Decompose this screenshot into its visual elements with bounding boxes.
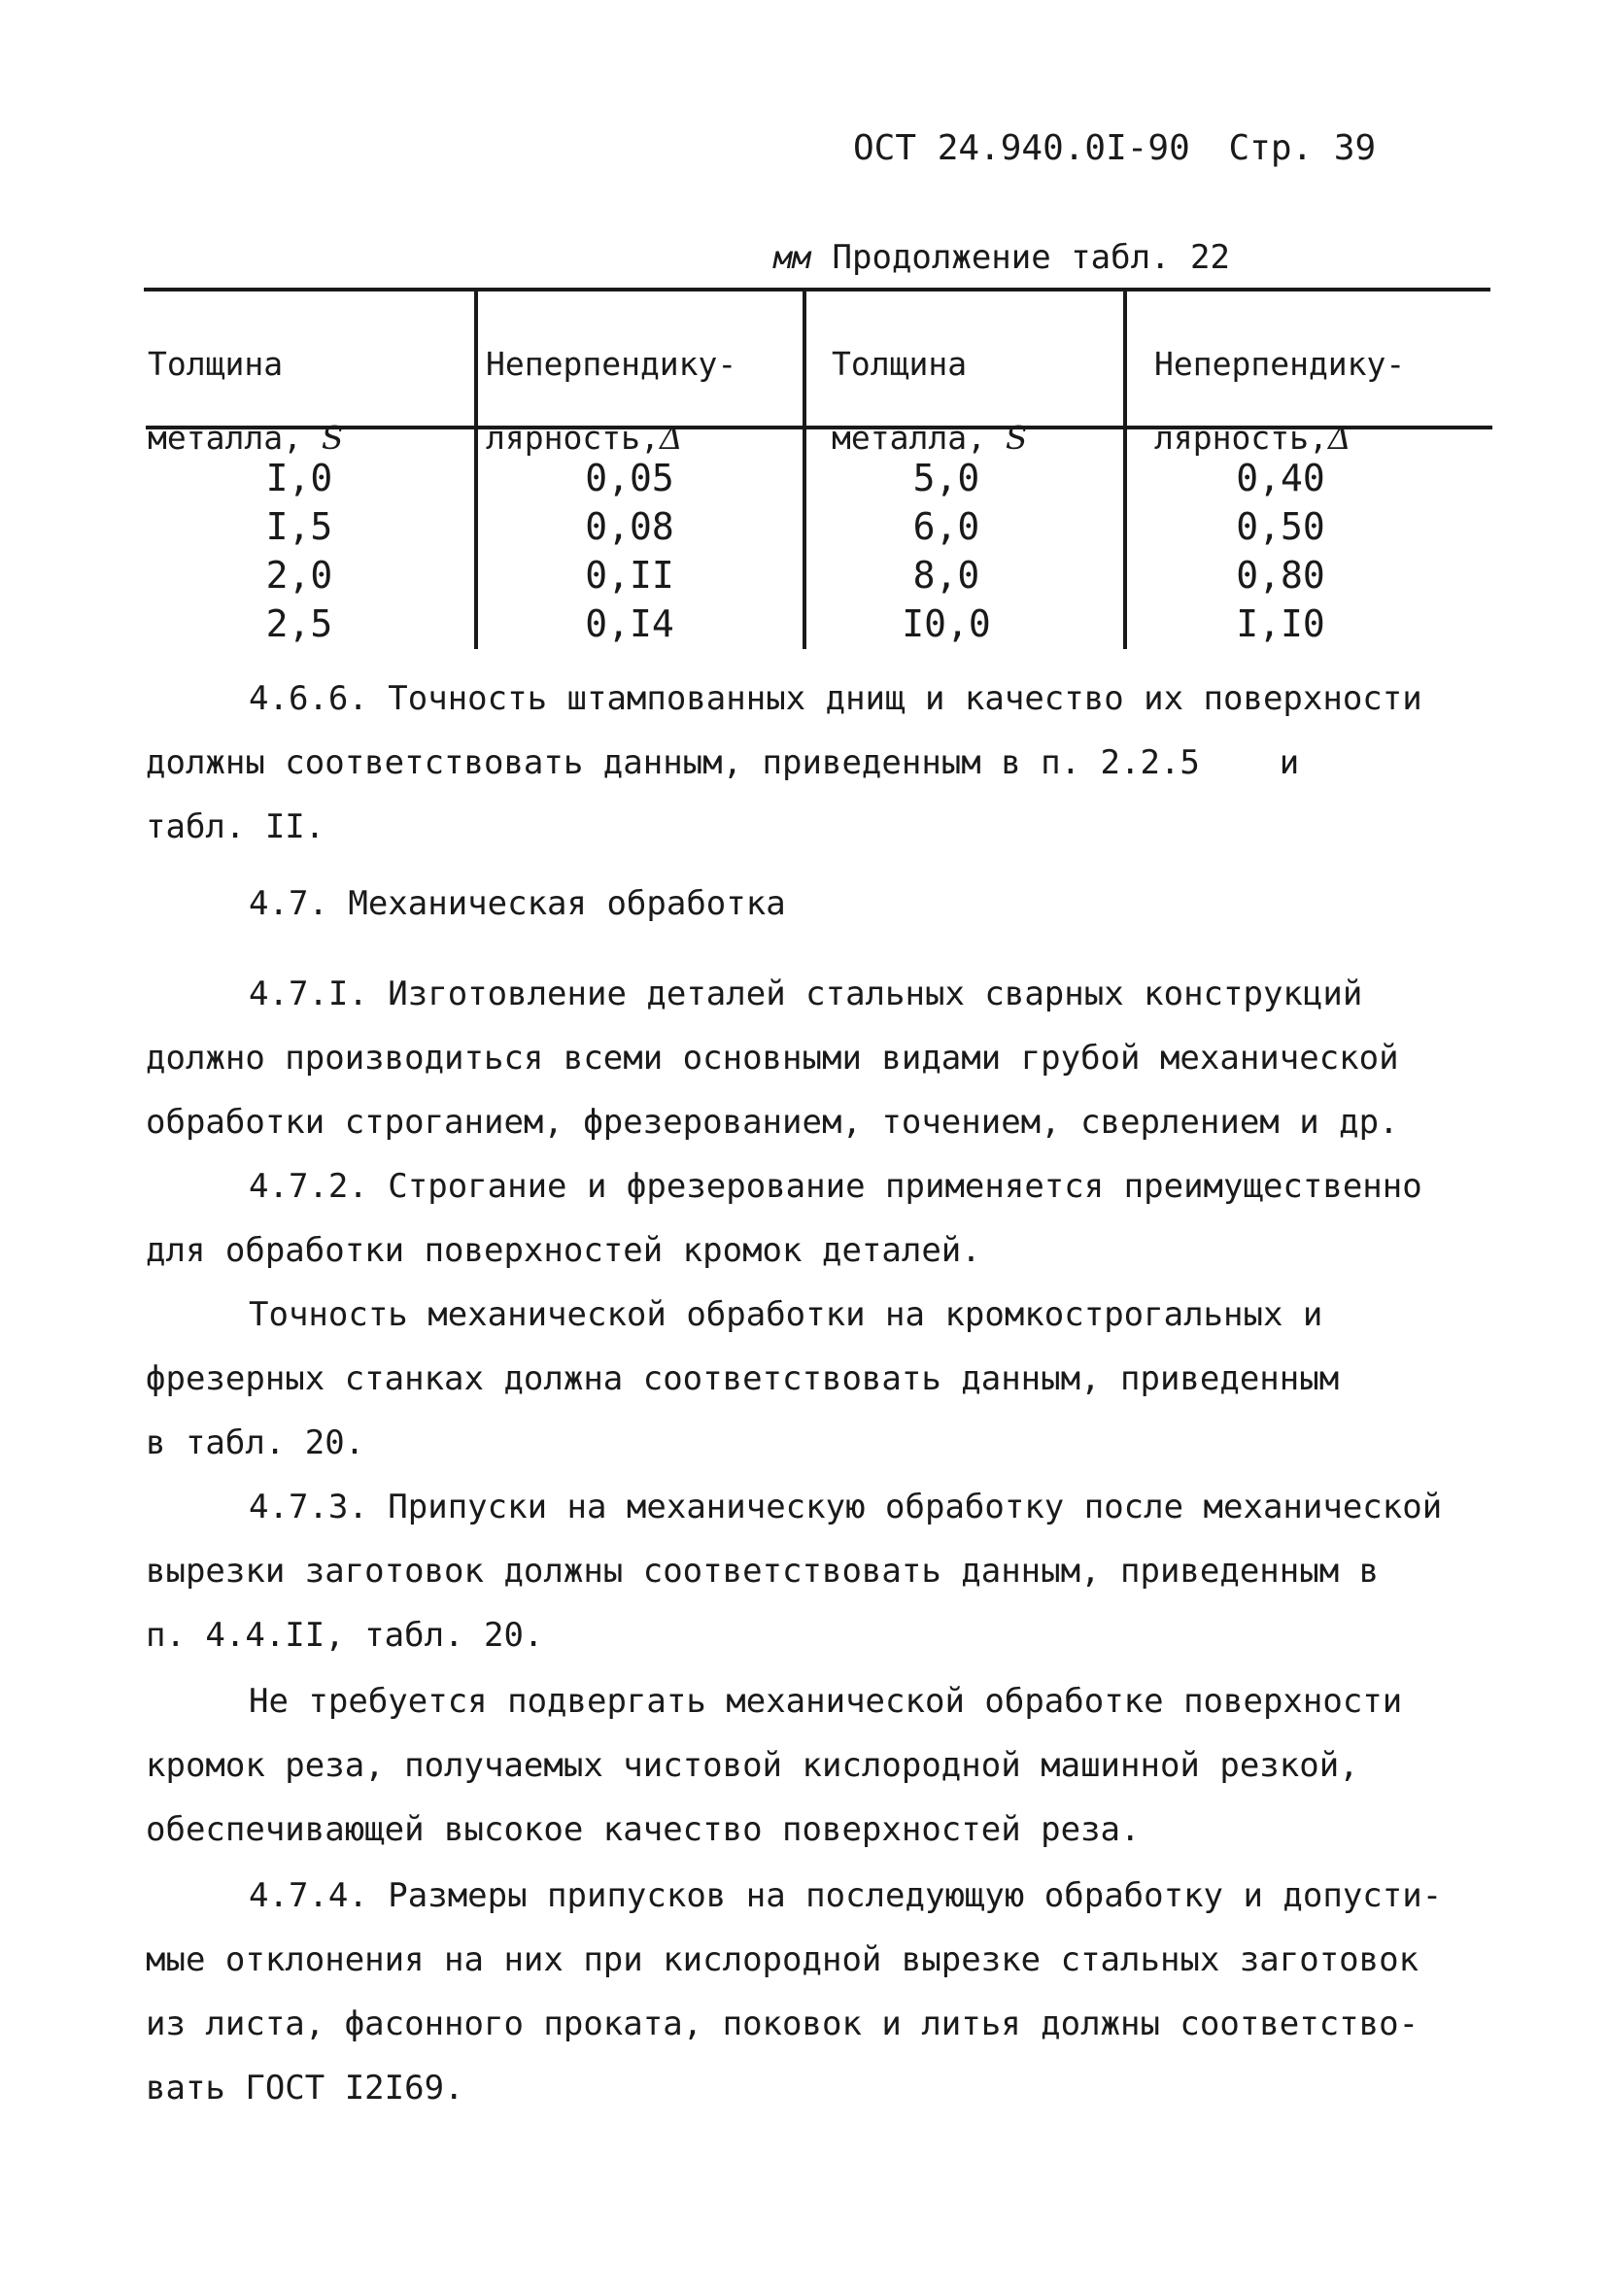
text-line: обеспечивающей высокое качество поверхностей реза. — [146, 1810, 1141, 1849]
text-line: 4.6.6. Точность штампованных днищ и качество их поверхности — [249, 679, 1422, 718]
header-symbol: S — [1005, 419, 1028, 457]
table-cell: 5,0 — [912, 457, 980, 499]
header-line: Неперпендику- — [1154, 345, 1406, 383]
table-cell: I0,0 — [902, 602, 991, 645]
table-cell: I,0 — [265, 457, 333, 499]
header-line: Толщина — [832, 345, 968, 383]
text-line: в табл. 20. — [146, 1423, 365, 1462]
section-heading-4-7: 4.7. Механическая обработка — [249, 884, 786, 923]
text-line: мые отклонения на них при кислородной вырезке стальных заготовок — [146, 1940, 1419, 1979]
paragraph-4-7-2 — [146, 1154, 1467, 1283]
header-symbol: Δ — [1327, 419, 1351, 457]
text-line: 4.7.I. Изготовление деталей стальных сварных конструкций — [249, 975, 1363, 1013]
table-cell: 0,80 — [1236, 554, 1325, 597]
header-line: лярность, — [1154, 419, 1328, 457]
table-cell: 2,5 — [265, 602, 333, 645]
text-line: вать ГОСТ I2I69. — [146, 2069, 464, 2108]
header-line: Неперпендику- — [486, 345, 737, 383]
header-line: Толщина — [148, 345, 284, 383]
table-divider-3 — [1123, 291, 1127, 649]
header-line: лярность, — [486, 419, 660, 457]
table-unit: мм — [773, 239, 811, 276]
paragraph-4-7-2-accuracy — [146, 1283, 1467, 1475]
page-header — [853, 128, 1376, 168]
table-cell: 0,50 — [1236, 505, 1325, 548]
text-line: должно производиться всеми основными видами грубой механической — [146, 1039, 1399, 1078]
paragraph-4-7-3 — [146, 1475, 1467, 1667]
table-continuation-caption — [773, 238, 1230, 277]
header-symbol: S — [321, 419, 344, 457]
table-cell: I,5 — [265, 505, 333, 548]
table-cell: 0,05 — [585, 457, 674, 499]
doc-id: ОСТ 24.940.0I-90 — [853, 128, 1190, 168]
table-divider-1 — [474, 291, 478, 649]
text-line: табл. II. — [146, 807, 325, 846]
header-symbol: Δ — [659, 419, 683, 457]
text-line: должны соответствовать данным, приведенным в п. 2.2.5 и — [146, 743, 1300, 782]
paragraph-4-7-4 — [146, 1864, 1467, 2120]
header-line: металла, — [148, 419, 302, 457]
text-line: Не требуется подвергать механической обработке поверхности — [249, 1682, 1403, 1721]
paragraph-4-7-3-no-machining — [146, 1669, 1467, 1862]
text-line: Точность механической обработки на кромкострогальных и — [249, 1295, 1323, 1334]
text-line: 4.7.4. Размеры припусков на последующую обработку и допусти- — [249, 1876, 1443, 1915]
text-line: фрезерных станках должна соответствовать данным, приведенным — [146, 1359, 1340, 1398]
table-cell: 0,40 — [1236, 457, 1325, 499]
continuation-label: Продолжение табл. 22 — [832, 238, 1230, 277]
text-line: из листа, фасонного проката, поковок и литья должны соответство- — [146, 2005, 1419, 2043]
table-cell: 8,0 — [912, 554, 980, 597]
table-top-rule — [144, 288, 1490, 291]
table-cell: 0,II — [585, 554, 674, 597]
table-cell: 2,0 — [265, 554, 333, 597]
text-line: 4.7.2. Строгание и фрезерование применяется преимущественно — [249, 1167, 1422, 1206]
text-line: кромок реза, получаемых чистовой кислородной машинной резкой, — [146, 1746, 1359, 1785]
table-cell: I,I0 — [1236, 602, 1325, 645]
table-divider-2 — [803, 291, 806, 649]
paragraph-4-7-1 — [146, 962, 1467, 1154]
header-line: металла, — [832, 419, 986, 457]
text-line: обработки строганием, фрезерованием, точением, сверлением и др. — [146, 1103, 1399, 1142]
text-line: для обработки поверхностей кромок деталей. — [146, 1231, 981, 1270]
table-cell: 0,08 — [585, 505, 674, 548]
table-cell: 0,I4 — [585, 602, 674, 645]
text-line: 4.7.3. Припуски на механическую обработку после механической — [249, 1488, 1443, 1526]
paragraph-4-6-6 — [146, 667, 1467, 859]
table-cell: 6,0 — [912, 505, 980, 548]
text-line: вырезки заготовок должны соответствовать данным, приведенным в — [146, 1552, 1380, 1591]
page-number: Стр. 39 — [1228, 128, 1377, 168]
text-line: п. 4.4.II, табл. 20. — [146, 1616, 544, 1655]
